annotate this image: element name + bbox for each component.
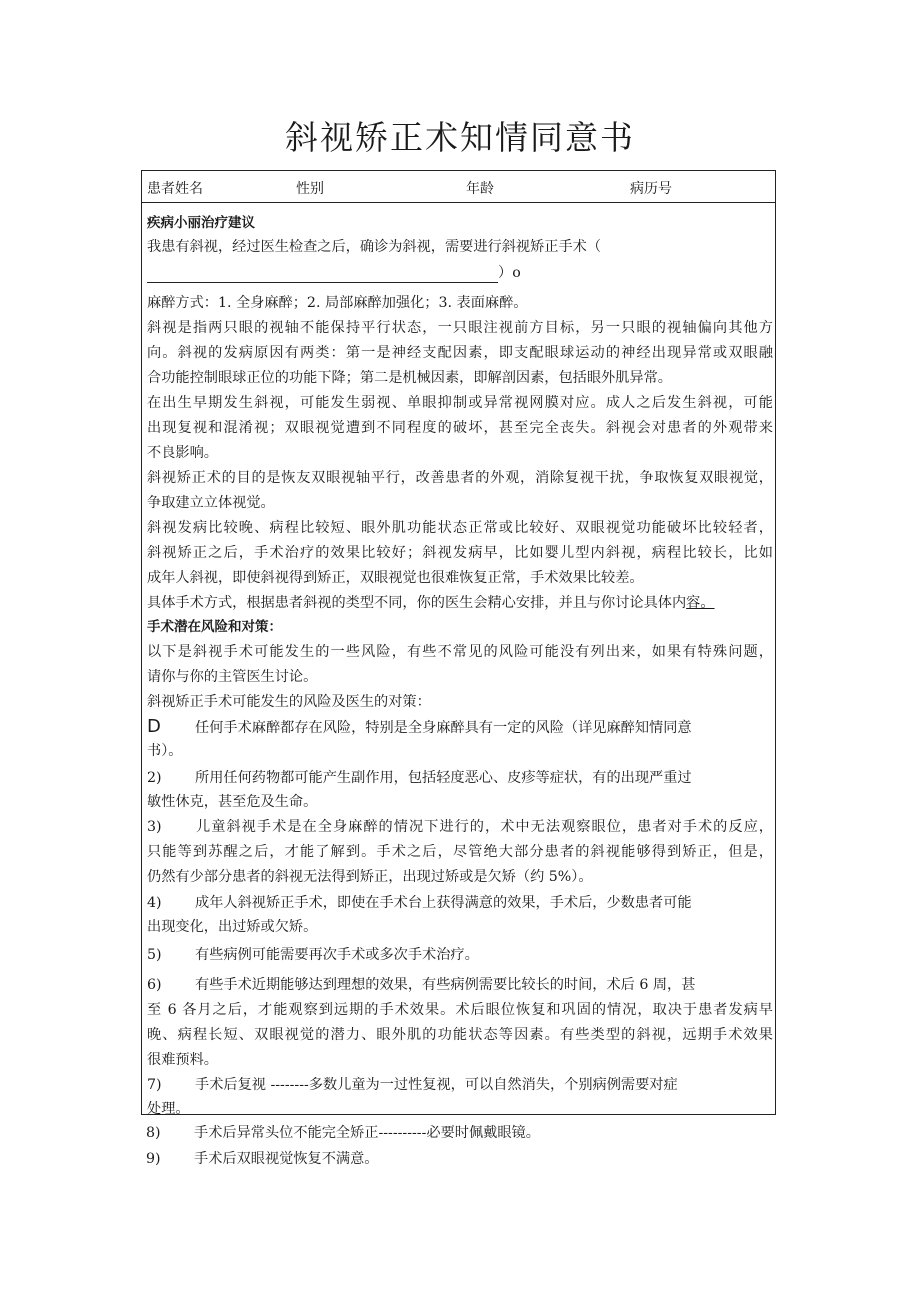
patient-info-row xyxy=(142,171,775,203)
text-line: 合功能控制眼球正位的功能下降；第二是机械因素，即解剖因素，包括眼外肌异常。 xyxy=(147,370,672,386)
risk-item-8 xyxy=(146,1123,540,1143)
text-line: 以下是斜视手术可能发生的一些风险，有些不常见的风险可能没有列出来，如果有特殊问题， xyxy=(147,644,773,660)
patient-name-label: 患者姓名 xyxy=(147,181,203,197)
text-line: 敏性休克，甚至危及生命。 xyxy=(147,794,318,810)
item-text: 儿童斜视手术是在全身麻醉的情况下进行的，术中无法观察眼位，患者对手术的反应， xyxy=(195,819,773,835)
text-line: 斜视发病比较晚、病程比较短、眼外肌功能状态正常或比较好、双眼视觉功能破坏比较轻者， xyxy=(147,520,773,536)
item-text: 有些手术近期能够达到理想的效果，有些病例需要比较长的时间，术后 6 周，甚 xyxy=(195,977,696,993)
text-line: 斜视矫正术的目的是恢友双眼视轴平行，改善患者的外观，消除复视干扰，争取恢复双眼视觉， xyxy=(147,470,773,486)
text-line: 请你与你的主管医生讨论。 xyxy=(147,669,318,685)
risk-item-7 xyxy=(147,1075,678,1095)
item-number: 3) xyxy=(147,819,162,835)
text-line xyxy=(147,593,715,613)
text-line: 我患有斜视，经过医生检查之后，确诊为斜视，需要进行斜视矫正手术（ xyxy=(147,239,602,255)
item-text: 成年人斜视矫正手术，即使在手术台上获得满意的效果，手术后，少数患者可能 xyxy=(195,895,692,911)
item-number: 8) xyxy=(146,1125,161,1141)
text-line: 斜视矫正手术可能发生的风险及医生的对策： xyxy=(147,694,431,710)
item-text: 手术后双眼视觉恢复不满意。 xyxy=(194,1151,379,1167)
risk-item-2 xyxy=(147,768,692,788)
text-line: 只能等到苏醒之后，才能了解到。手术之后，尽管绝大部分患者的斜视能够得到矫正，但是， xyxy=(147,844,773,860)
text-segment: 具体手术方式，根据患者斜视的类型不同，你的医生会精心安排，并且与你讨论具体内 xyxy=(147,595,687,611)
item-text: 手术后复视 --------多数儿童为一过性复视，可以自然消失，个别病例需要对症 xyxy=(195,1077,678,1093)
text-line: 很难预料。 xyxy=(147,1052,218,1068)
consent-form-box xyxy=(141,170,776,1115)
item-number: 4) xyxy=(147,895,162,911)
text-line: 争取建立立体视觉。 xyxy=(147,495,275,511)
risk-item-6 xyxy=(147,975,695,995)
text-line: 仍然有少部分患者的斜视无法得到矫正，出现过矫或是欠矫（约 5%）。 xyxy=(147,869,593,885)
age-label: 年龄 xyxy=(466,181,494,197)
gender-label: 性别 xyxy=(296,181,324,197)
surgery-name-blank xyxy=(147,263,521,283)
item-number: 9) xyxy=(146,1151,161,1167)
risk-item-5 xyxy=(147,945,479,965)
item-text: 有些病例可能需要再次手术或多次手术治疗。 xyxy=(195,947,479,963)
text-line: 晚、病程长短、双眼视觉的潜力、眼外肌的功能状态等因素。有些类型的斜视，远期手术效果 xyxy=(147,1027,773,1043)
text-line: 至 6 各月之后，才能观察到远期的手术效果。术后眼位恢复和巩固的情况，取决于患者发病早 xyxy=(147,1002,773,1018)
record-number-label: 病历号 xyxy=(630,181,672,197)
text-line: 成年人斜视，即使斜视得到矫正，双眼视觉也很难恢复正常，手术效果比较差。 xyxy=(147,570,644,586)
blank-end: ）o xyxy=(498,265,521,281)
risk-item-9 xyxy=(146,1149,378,1169)
risk-item-4 xyxy=(147,893,692,913)
text-line: 在出生早期发生斜视，可能发生弱视、单眼抑制或异常视网膜对应。成人之后发生斜视，可能 xyxy=(147,395,773,411)
item-number: 2) xyxy=(147,770,162,786)
document-title: 斜视矫正术知情同意书 xyxy=(285,118,635,157)
risk-item-3 xyxy=(147,817,773,837)
blank-underline xyxy=(147,268,498,283)
item-text: 任何手术麻醉都存在风险，特别是全身麻醉具有一定的风险（详见麻醉知情同意 xyxy=(195,720,692,736)
text-line: 斜视是指两只眼的视轴不能保持平行状态，一只眼注视前方目标，另一只眼的视轴偏向其他方 xyxy=(147,320,773,336)
text-line: 处理。 xyxy=(147,1101,190,1117)
text-line: 出现变化，出过矫或欠矫。 xyxy=(147,919,318,935)
text-line: 斜视矫正之后，手术治疗的效果比较好；斜视发病早，比如婴儿型内斜视，病程比较长，比如 xyxy=(147,545,773,561)
risk-item-1 xyxy=(147,717,692,738)
item-text: 手术后异常头位不能完全矫正----------必要时佩戴眼镜。 xyxy=(194,1125,540,1141)
item-number: 6) xyxy=(147,977,162,993)
text-line: 书）。 xyxy=(147,743,183,759)
text-line: 不良影响。 xyxy=(147,445,218,461)
underlined-segment: 容。 xyxy=(686,595,715,611)
item-number: 7) xyxy=(147,1077,162,1093)
item-text: 所用任何药物都可能产生副作用，包括轻度恶心、皮疹等症状，有的出现严重过 xyxy=(195,770,692,786)
text-line: 向。斜视的发病原因有两类：第一是神经支配因素，即支配眼球运动的神经出现异常或双眼融 xyxy=(147,345,773,361)
risk-heading: 手术潜在风险和对策： xyxy=(147,619,282,635)
item-number: D xyxy=(147,716,161,737)
advice-heading: 疾病小丽治疗建议 xyxy=(147,215,255,231)
text-line: 出现复视和混淆视；双眼视觉遭到不同程度的破坏，甚至完全丧失。斜视会对患者的外观带来 xyxy=(147,420,773,436)
anesthesia-line: 麻醉方式：1. 全身麻醉；2. 局部麻醉加强化；3. 表面麻醉。 xyxy=(147,295,528,311)
item-number: 5) xyxy=(147,947,162,963)
